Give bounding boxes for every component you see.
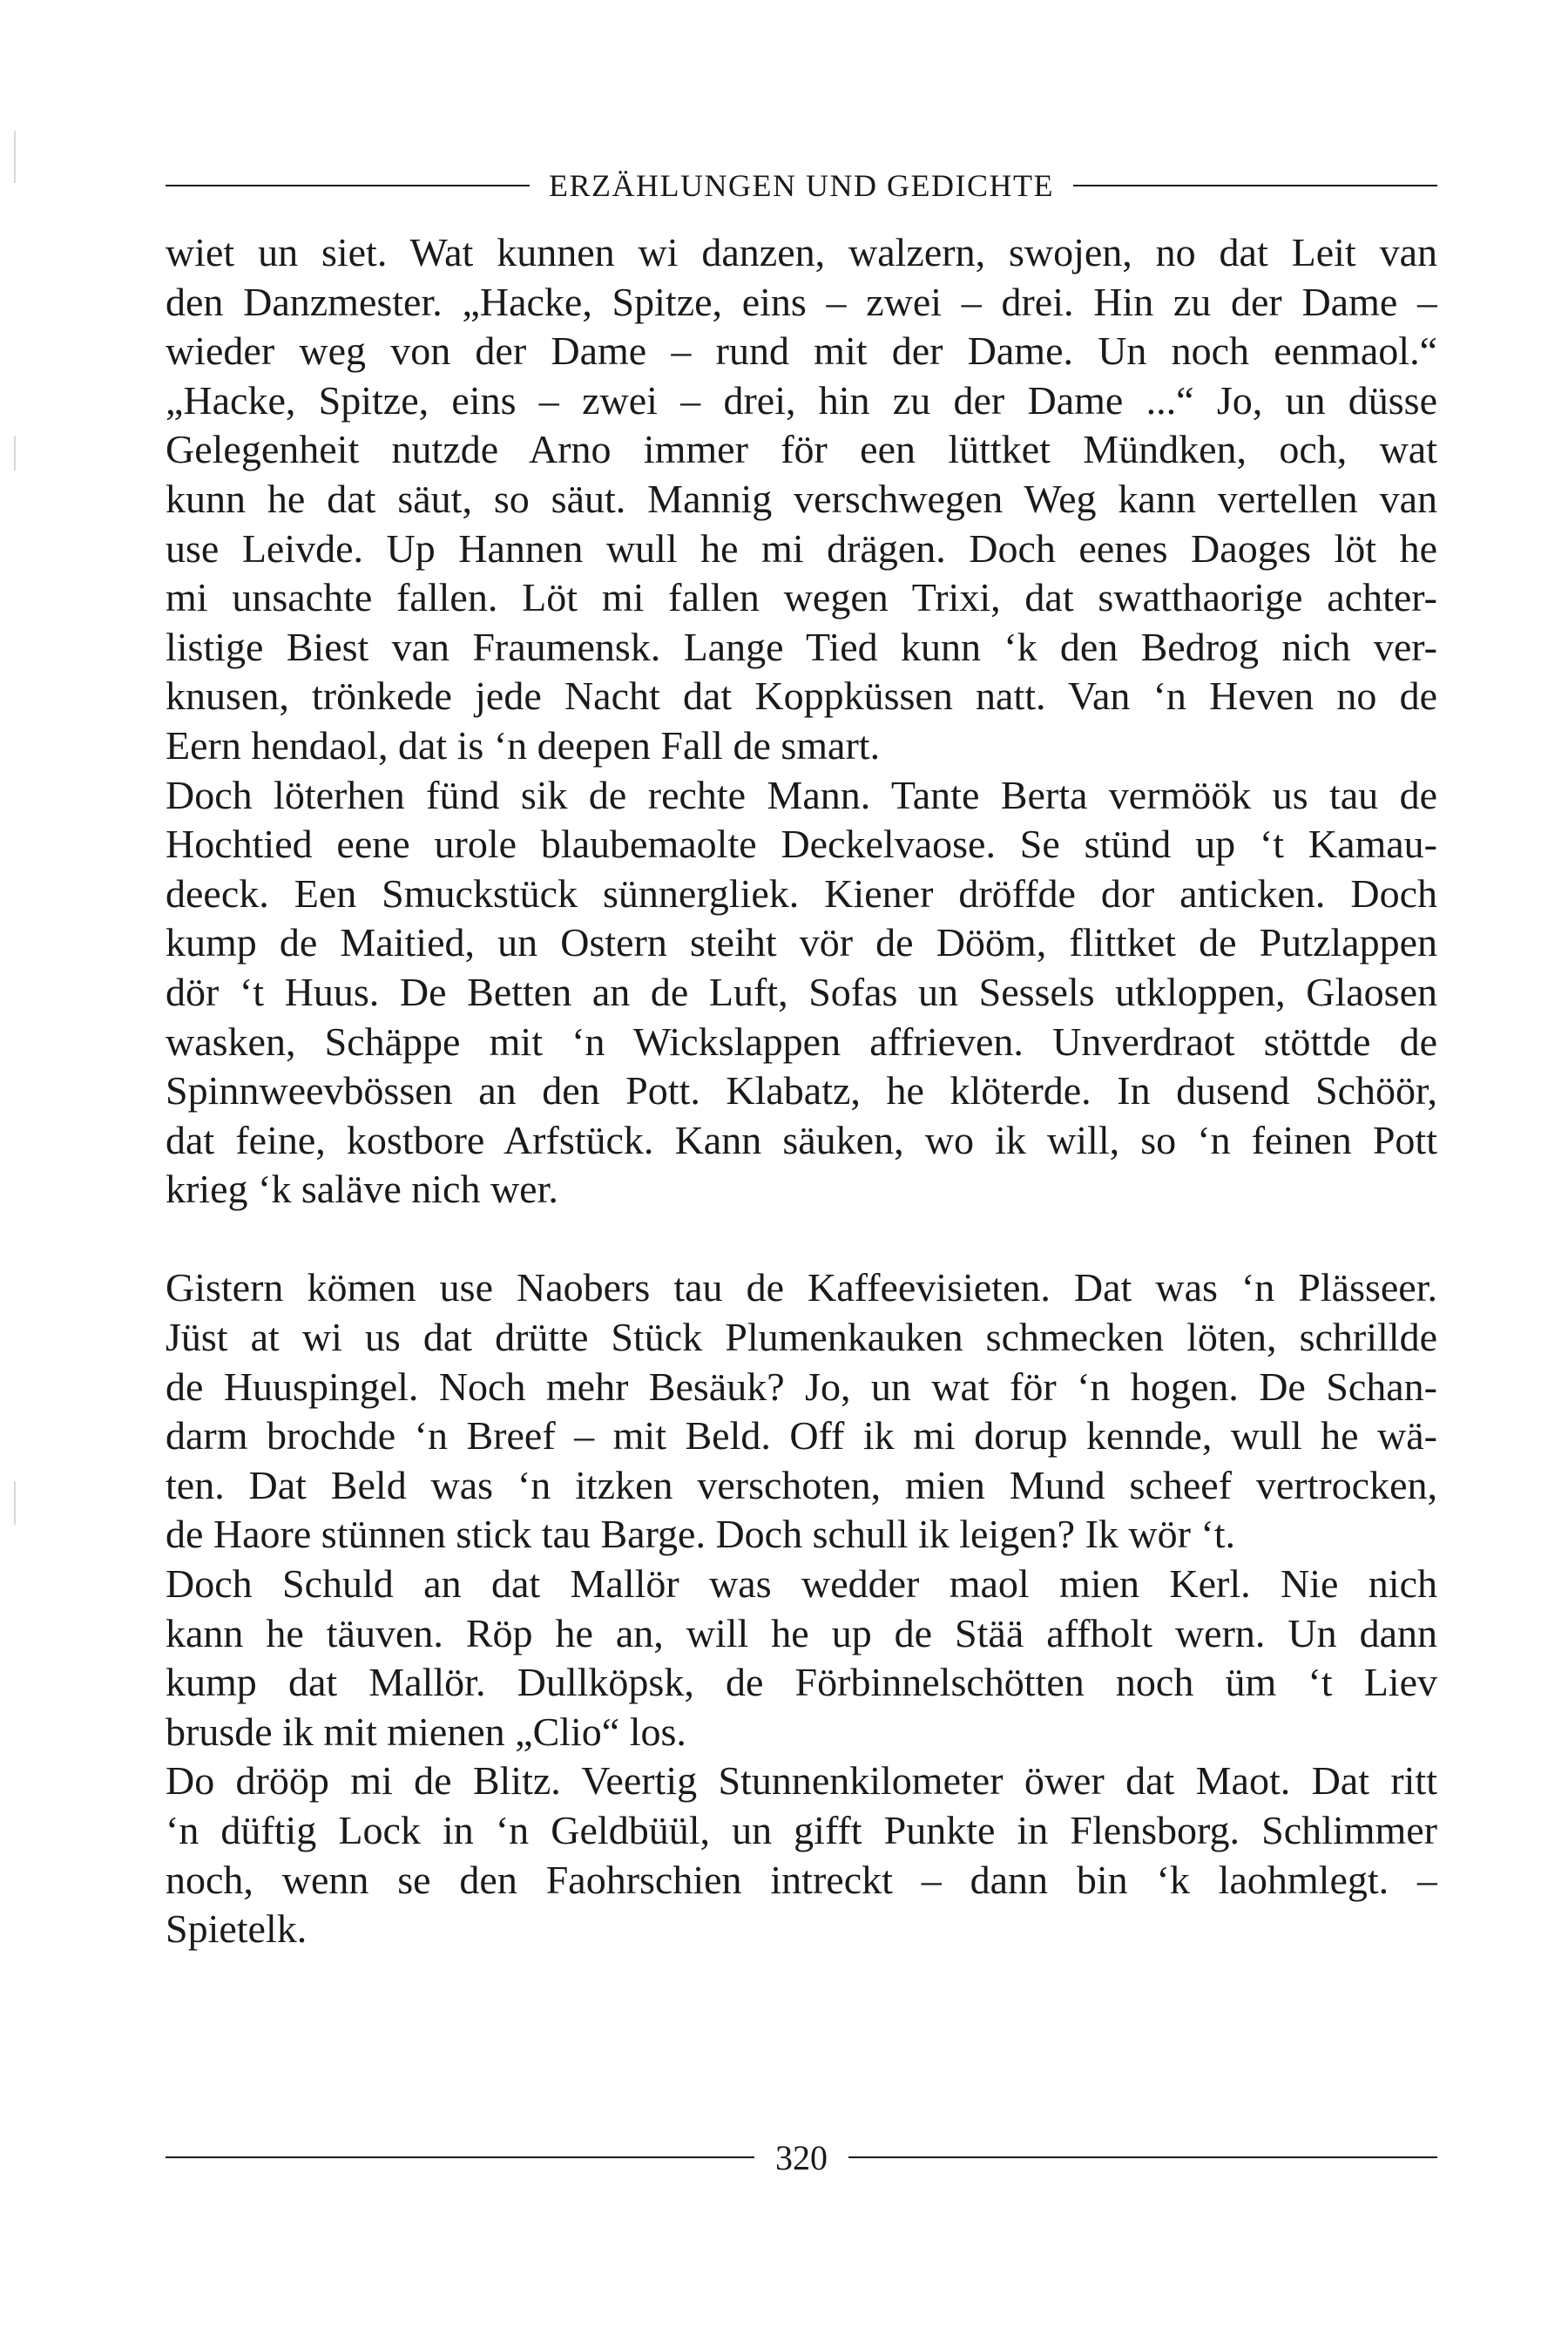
text-line: krieg ‘k saläve nich wer. bbox=[166, 1167, 558, 1212]
running-header-title: ERZÄHLUNGEN UND GEDICHTE bbox=[549, 168, 1054, 203]
paragraph-gap bbox=[166, 1215, 1437, 1264]
text-line: Doch löterhen fünd sik de rechte Mann. Tante Berta vermöök us tau de bbox=[166, 772, 1437, 817]
paragraph bbox=[166, 1757, 1437, 1953]
paragraph bbox=[166, 228, 1437, 771]
text-line: Spietelk. bbox=[166, 1906, 308, 1952]
text-line: wasken, Schäppe mit ‘n Wickslappen affrieven. Unverdraot stöttde de bbox=[166, 1019, 1437, 1064]
text-line: de Huuspingel. Noch mehr Besäuk? Jo, un wat för ‘n hogen. De Schan- bbox=[166, 1364, 1437, 1409]
text-line: dat feine, kostbore Arfstück. Kann säuken, wo ik will, so ‘n feinen Pott bbox=[166, 1117, 1437, 1162]
text-line: Eern hendaol, dat is ‘n deepen Fall de smart. bbox=[166, 722, 881, 768]
scan-edge-mark bbox=[14, 436, 16, 470]
body-text bbox=[166, 228, 1437, 1954]
text-line: wiet un siet. Wat kunnen wi danzen, walzern, swojen, no dat Leit van bbox=[166, 230, 1437, 274]
text-line: Jüst at wi us dat drütte Stück Plumenkauken schmecken löten, schrillde bbox=[166, 1315, 1437, 1360]
footer-rule-left bbox=[166, 2156, 754, 2158]
text-line: knusen, trönkede jede Nacht dat Koppküssen natt. Van ‘n Heven no de bbox=[166, 674, 1437, 719]
text-line: darm brochde ‘n Breef – mit Beld. Off ik mi dorup kennde, wull he wä- bbox=[166, 1413, 1437, 1459]
footer-rule-right bbox=[848, 2156, 1437, 2158]
paragraph bbox=[166, 771, 1437, 1215]
paragraph bbox=[166, 1560, 1437, 1757]
text-line: „Hacke, Spitze, eins – zwei – drei, hin zu der Dame ...“ Jo, un düsse bbox=[166, 377, 1437, 423]
text-line: noch, wenn se den Faohrschien intreckt – dann bin ‘k laohmlegt. – bbox=[166, 1857, 1437, 1902]
text-line: Do drööp mi de Blitz. Veertig Stunnenkilometer öwer dat Maot. Dat ritt bbox=[166, 1758, 1437, 1804]
text-line: listige Biest van Fraumensk. Lange Tied kunn ‘k den Bedrog nich ver- bbox=[166, 624, 1437, 669]
page-number: 320 bbox=[775, 2137, 828, 2177]
paragraph bbox=[166, 1263, 1437, 1560]
text-line: kump dat Mallör. Dullköpsk, de Förbinnelschötten noch üm ‘t Liev bbox=[166, 1660, 1437, 1705]
text-line: wieder weg von der Dame – rund mit der Dame. Un noch eenmaol.“ bbox=[166, 328, 1437, 374]
text-line: den Danzmester. „Hacke, Spitze, eins – zwei – drei. Hin zu der Dame – bbox=[166, 279, 1437, 324]
text-line: dör ‘t Huus. De Betten an de Luft, Sofas un Sessels utkloppen, Glaosen bbox=[166, 969, 1437, 1014]
running-header bbox=[166, 164, 1437, 207]
text-line: brusde ik mit mienen „Clio“ los. bbox=[166, 1709, 686, 1754]
text-line: ten. Dat Beld was ‘n itzken verschoten, mien Mund scheef vertrocken, bbox=[166, 1462, 1437, 1507]
page-footer bbox=[166, 2131, 1437, 2183]
text-line: Hochtied eene urole blaubemaolte Deckelvaose. Se stünd up ‘t Kamau- bbox=[166, 822, 1437, 867]
scan-edge-mark bbox=[14, 131, 16, 183]
text-line: Gelegenheit nutzde Arno immer för een lüttket Mündken, och, wat bbox=[166, 427, 1437, 472]
text-line: deeck. Een Smuckstück sünnergliek. Kiener dröffde dor anticken. Doch bbox=[166, 870, 1437, 916]
header-rule-right bbox=[1073, 185, 1437, 186]
header-rule-left bbox=[166, 185, 530, 186]
text-line: use Leivde. Up Hannen wull he mi drägen. Doch eenes Daoges löt he bbox=[166, 525, 1437, 571]
text-line: ‘n düftig Lock in ‘n Geldbüül, un gifft Punkte in Flensborg. Schlimmer bbox=[166, 1808, 1437, 1852]
text-line: mi unsachte fallen. Löt mi fallen wegen Trixi, dat swatthaorige achter- bbox=[166, 575, 1437, 620]
text-line: Gistern kömen use Naobers tau de Kaffeevisieten. Dat was ‘n Plässeer. bbox=[166, 1265, 1437, 1310]
text-line: Spinnweevbössen an den Pott. Klabatz, he klöterde. In dusend Schöör, bbox=[166, 1068, 1437, 1114]
text-line: de Haore stünnen stick tau Barge. Doch schull ik leigen? Ik wör ‘t. bbox=[166, 1512, 1236, 1557]
text-line: kump de Maitied, un Ostern steiht vör de Dööm, flittket de Putzlappen bbox=[166, 920, 1437, 965]
text-line: kunn he dat säut, so säut. Mannig verschwegen Weg kann vertellen van bbox=[166, 476, 1437, 521]
text-line: kann he täuven. Röp he an, will he up de Stää affholt wern. Un dann bbox=[166, 1610, 1437, 1655]
scan-edge-mark bbox=[14, 1481, 16, 1525]
text-line: Doch Schuld an dat Mallör was wedder maol mien Kerl. Nie nich bbox=[166, 1561, 1437, 1607]
